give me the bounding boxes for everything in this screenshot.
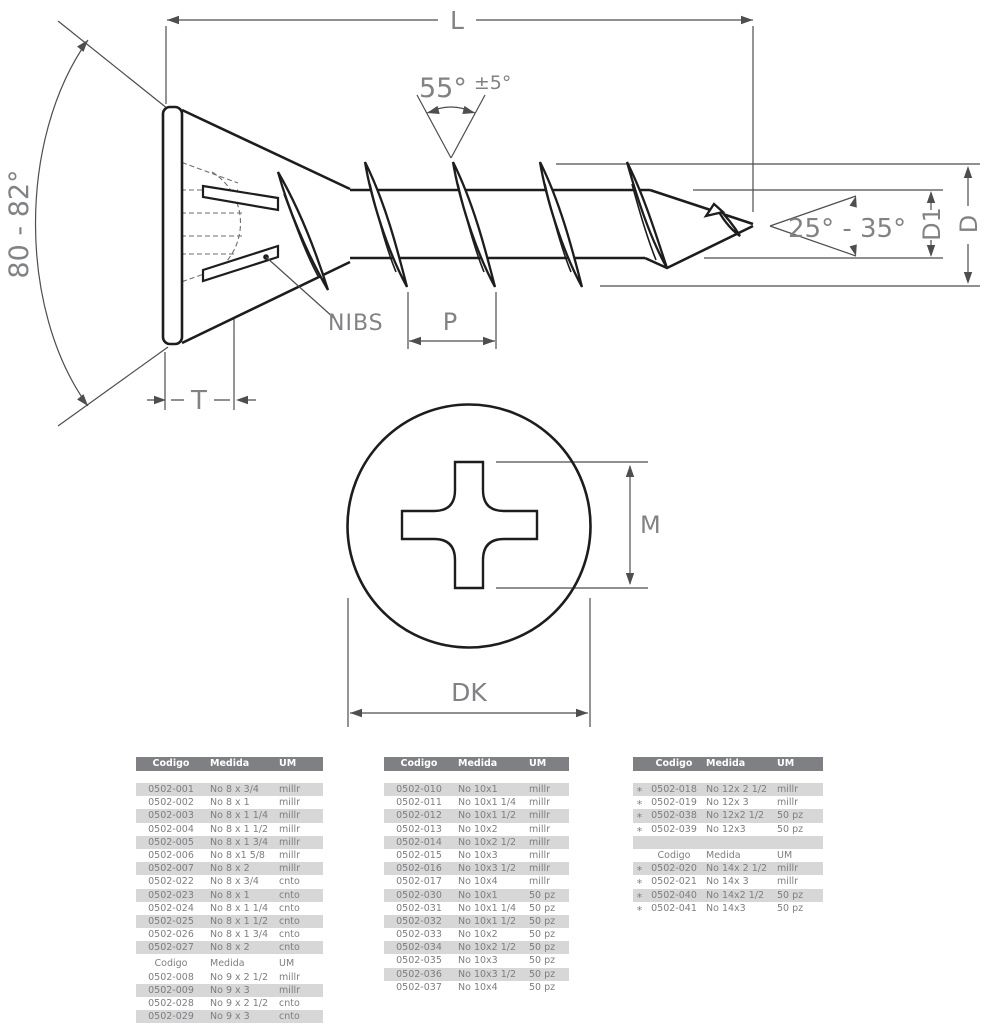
cell-um: 50 pz: [529, 929, 556, 941]
table-row: [384, 981, 569, 994]
cell-um: millr: [529, 876, 551, 888]
head-angle-arc: [36, 40, 89, 406]
cell-medida: No 14x 2 1/2: [706, 863, 768, 875]
cell-um: millr: [279, 784, 301, 795]
cell-medida: No 10x3 1/2: [458, 968, 517, 980]
cell-um: millr: [777, 863, 799, 875]
cell-um: cnto: [279, 1011, 300, 1023]
table-subheader-row: [633, 849, 823, 862]
label-head-angle: 80 - 82°: [4, 169, 35, 279]
table-row: [136, 971, 323, 984]
cell-codigo: 0502-022: [148, 876, 194, 888]
table-header-row: [384, 757, 569, 771]
cell-codigo: 0502-016: [396, 863, 442, 875]
cell-codigo: 0502-013: [396, 823, 442, 835]
cell-medida: No 9 x 2 1/2: [210, 971, 268, 983]
cell-medida: No 14x2 1/2: [706, 889, 765, 901]
cell-codigo: 0502-026: [148, 929, 194, 941]
spec-table-no8-no9: [136, 757, 323, 1023]
arrow-dk-right: [576, 709, 588, 717]
cell-um: 50 pz: [529, 915, 556, 927]
cell-medida: No 8 x 1 3/4: [210, 836, 268, 848]
cell-codigo: 0502-012: [396, 810, 442, 822]
cell-codigo: 0502-029: [148, 1011, 194, 1023]
table-row: [136, 796, 323, 809]
cell-um: 50 pz: [529, 968, 556, 980]
table-row: [136, 783, 323, 796]
label-point-angle: 25° - 35°: [788, 214, 907, 244]
cell-medida: No 12x2 1/2: [706, 810, 765, 822]
cell-medida: No 10x1 1/4: [458, 902, 517, 914]
cell-medida: No 12x 3: [706, 797, 749, 809]
tip-taper-top: [650, 190, 753, 224]
cell-medida: No 9 x 2 1/2: [210, 998, 268, 1009]
cell-um: millr: [279, 971, 301, 983]
cell-codigo: 0502-041: [651, 902, 697, 914]
label-minor-diameter: D1: [918, 207, 946, 241]
cell-medida: No 8 x 1 3/4: [210, 929, 268, 941]
star-icon: *: [636, 890, 643, 904]
cell-codigo: 0502-037: [396, 981, 442, 993]
table-row: [136, 941, 323, 954]
header-cell-codigo: Codigo: [154, 958, 188, 970]
table-row: [136, 902, 323, 915]
table-row: [384, 941, 569, 954]
header-cell-medida: Medida: [210, 758, 250, 769]
table-row: [384, 875, 569, 888]
cell-um: millr: [529, 836, 551, 848]
table-row: [136, 997, 323, 1010]
cell-codigo: 0502-033: [396, 929, 442, 941]
cell-medida: No 10x2: [458, 823, 498, 835]
star-icon: *: [636, 811, 643, 825]
arrow-d-bottom: [964, 272, 972, 284]
cell-codigo: 0502-036: [396, 968, 442, 980]
arrow-dk-left: [350, 709, 362, 717]
table-row: [136, 915, 323, 928]
cell-medida: No 10x3: [458, 955, 498, 967]
cell-medida: No 8 x1 5/8: [210, 849, 265, 861]
arrow-d1-bottom: [927, 245, 935, 257]
table-row: [633, 809, 823, 825]
cell-um: millr: [279, 984, 301, 996]
cell-codigo: 0502-009: [148, 984, 194, 996]
header-cell-um: UM: [777, 849, 793, 861]
arrow-t-right: [236, 396, 248, 404]
cell-codigo: 0502-001: [148, 784, 194, 795]
cell-codigo: 0502-006: [148, 849, 194, 861]
star-icon: *: [636, 877, 643, 891]
header-cell-codigo: Codigo: [400, 758, 438, 769]
cell-codigo: 0502-011: [396, 797, 442, 809]
cell-medida: No 12x 2 1/2: [706, 784, 768, 795]
cell-um: cnto: [279, 915, 300, 927]
table-row: [384, 809, 569, 822]
cell-um: millr: [777, 797, 799, 809]
header-cell-medida: Medida: [458, 758, 498, 769]
cell-codigo: 0502-014: [396, 836, 442, 848]
cell-um: 50 pz: [777, 810, 804, 822]
label-pitch: P: [442, 308, 458, 336]
header-cell-codigo: Codigo: [655, 758, 693, 769]
cell-codigo: 0502-024: [148, 902, 194, 914]
header-spacer-row: [136, 771, 323, 783]
cell-medida: No 10x1 1/2: [458, 810, 517, 822]
table-row: [384, 889, 569, 902]
table-subheader-row: [136, 957, 323, 970]
cell-codigo: 0502-017: [396, 876, 442, 888]
cell-medida: No 8 x 1 1/4: [210, 810, 268, 822]
cell-codigo: 0502-002: [148, 797, 194, 809]
cell-medida: No 10x4: [458, 981, 498, 993]
cell-um: millr: [279, 810, 301, 822]
cell-um: millr: [529, 863, 551, 875]
cell-um: millr: [529, 797, 551, 809]
table-row: [384, 849, 569, 862]
cell-medida: No 10x2 1/2: [458, 836, 517, 848]
table-row: [384, 783, 569, 796]
star-icon: *: [636, 903, 643, 917]
label-nibs: NIBS: [328, 311, 384, 336]
cell-um: millr: [777, 876, 799, 888]
cell-medida: No 9 x 3: [210, 1011, 250, 1023]
label-recess-size: M: [640, 511, 661, 539]
cell-codigo: 0502-019: [651, 797, 697, 809]
cell-medida: No 14x 3: [706, 876, 749, 888]
table-row: [136, 809, 323, 822]
cell-codigo: 0502-039: [651, 823, 697, 835]
cell-medida: No 8 x 1: [210, 889, 250, 901]
head-cone-fill: [182, 110, 350, 343]
cell-um: 50 pz: [529, 981, 556, 993]
arrow-d1-top: [927, 191, 935, 203]
table-row: [136, 875, 323, 888]
phillips-recess: [402, 462, 537, 588]
arrow-head-angle-top: [77, 37, 91, 52]
arrow-d-top: [964, 166, 972, 178]
cell-medida: No 10x3: [458, 849, 498, 861]
cell-codigo: 0502-040: [651, 889, 697, 901]
table-row: [633, 889, 823, 902]
thread-angle-tolerance: ±5°: [473, 72, 512, 94]
header-cell-medida: Medida: [706, 758, 746, 769]
cell-medida: No 8 x 2: [210, 863, 250, 875]
label-head-height: T: [191, 386, 207, 416]
cell-medida: No 8 x 1 1/4: [210, 902, 268, 914]
table-row: [384, 836, 569, 849]
cell-codigo: 0502-027: [148, 942, 194, 954]
cell-medida: No 14x3: [706, 902, 746, 914]
cell-codigo: 0502-003: [148, 810, 194, 822]
cell-codigo: 0502-030: [396, 889, 442, 901]
cell-medida: No 10x1 1/4: [458, 797, 517, 809]
header-spacer-row: [633, 771, 823, 783]
cell-codigo: 0502-018: [651, 784, 697, 795]
cell-codigo: 0502-010: [396, 784, 442, 795]
cell-um: millr: [529, 823, 551, 835]
cell-um: 50 pz: [777, 902, 804, 914]
cell-medida: No 10x1 1/2: [458, 915, 517, 927]
cell-um: cnto: [279, 876, 300, 888]
star-icon: *: [636, 798, 643, 812]
arrow-p-left: [409, 337, 421, 345]
table-row: [384, 796, 569, 809]
table-row: [136, 823, 323, 836]
arrow-l-left: [167, 16, 179, 24]
cell-codigo: 0502-007: [148, 863, 194, 875]
table-row: [633, 783, 823, 796]
header-cell-codigo: Codigo: [152, 758, 190, 769]
header-cell-codigo: Codigo: [657, 849, 691, 861]
header-cell-um: UM: [279, 758, 297, 769]
table-row: [136, 928, 323, 941]
cell-medida: No 8 x 1 1/2: [210, 823, 268, 835]
cell-um: 50 pz: [529, 942, 556, 954]
cell-codigo: 0502-004: [148, 823, 194, 835]
star-icon: *: [636, 785, 643, 798]
cell-um: 50 pz: [777, 823, 804, 835]
cell-medida: No 8 x 2: [210, 942, 250, 954]
table-row: [384, 928, 569, 941]
table-row: [136, 836, 323, 849]
blank-row: [633, 836, 823, 849]
label-length: L: [450, 6, 464, 35]
head-front-view: [348, 405, 591, 648]
arrow-p-right: [483, 337, 495, 345]
label-major-diameter: D: [955, 214, 983, 234]
thread-angle-lines: [417, 95, 485, 158]
cell-um: millr: [279, 797, 301, 809]
cell-medida: No 9 x 3: [210, 984, 250, 996]
arrow-t-left: [154, 396, 166, 404]
cell-medida: No 12x3: [706, 823, 746, 835]
spec-table-no10: [384, 757, 569, 994]
table-row: [136, 849, 323, 862]
star-icon: *: [636, 824, 643, 838]
cell-medida: No 8 x 3/4: [210, 784, 259, 795]
label-head-diameter: DK: [451, 678, 487, 707]
dimension-labels: [4, 6, 983, 707]
label-thread-angle: [419, 72, 511, 104]
arrow-m-top: [626, 465, 634, 477]
table-row: [633, 823, 823, 836]
cell-medida: No 10x3 1/2: [458, 863, 517, 875]
table-row: [633, 796, 823, 812]
cell-um: millr: [529, 784, 551, 795]
cell-codigo: 0502-021: [651, 876, 697, 888]
cell-codigo: 0502-032: [396, 915, 442, 927]
cell-medida: No 10x4: [458, 876, 498, 888]
table-header-row: [136, 757, 323, 771]
cell-medida: No 10x1: [458, 784, 498, 795]
cell-um: millr: [529, 849, 551, 861]
cell-um: cnto: [279, 902, 300, 914]
cell-medida: No 10x1: [458, 889, 498, 901]
cell-codigo: 0502-005: [148, 836, 194, 848]
cell-um: millr: [279, 823, 301, 835]
cell-codigo: 0502-023: [148, 889, 194, 901]
head-angle-ref-top: [58, 21, 168, 109]
screw-side-view: [163, 107, 753, 344]
header-cell-medida: Medida: [210, 958, 245, 970]
thread-angle-value: 55°: [419, 73, 467, 104]
cell-medida: No 8 x 1 1/2: [210, 915, 268, 927]
table-row: [136, 862, 323, 875]
cell-um: millr: [777, 784, 799, 795]
header-spacer-row: [384, 771, 569, 783]
cell-codigo: 0502-031: [396, 902, 442, 914]
cell-um: millr: [279, 849, 301, 861]
cell-um: millr: [529, 810, 551, 822]
cell-um: millr: [279, 836, 301, 848]
table-row: [384, 902, 569, 915]
head-angle-ref-bottom: [58, 347, 168, 426]
table-row: [384, 862, 569, 875]
table-row: [384, 823, 569, 836]
cell-codigo: 0502-025: [148, 915, 194, 927]
table-row: [384, 968, 569, 981]
cell-medida: No 10x2: [458, 929, 498, 941]
spec-table-no12-no14: [633, 757, 823, 915]
cell-codigo: 0502-020: [651, 863, 697, 875]
table-row: [384, 915, 569, 928]
cell-codigo: 0502-034: [396, 942, 442, 954]
arrow-m-bottom: [626, 573, 634, 585]
table-row: [384, 954, 569, 967]
head-back-face: [163, 107, 182, 344]
table-row: [136, 1010, 323, 1023]
cell-codigo: 0502-035: [396, 955, 442, 967]
arrowheads: [77, 16, 972, 717]
table-row: [136, 984, 323, 997]
header-cell-um: UM: [777, 758, 795, 769]
table-row: [633, 902, 823, 915]
cell-um: 50 pz: [529, 902, 556, 914]
cell-um: cnto: [279, 998, 300, 1009]
header-cell-um: UM: [529, 758, 547, 769]
cell-codigo: 0502-008: [148, 971, 194, 983]
star-icon: *: [636, 864, 643, 878]
table-row: [633, 875, 823, 891]
cell-um: cnto: [279, 889, 300, 901]
header-cell-medida: Medida: [706, 849, 741, 861]
table-row: [633, 862, 823, 878]
table-row: [136, 889, 323, 902]
cell-codigo: 0502-015: [396, 849, 442, 861]
cell-medida: No 8 x 3/4: [210, 876, 259, 888]
arrow-l-right: [741, 16, 753, 24]
cell-um: 50 pz: [529, 889, 556, 901]
cell-codigo: 0502-038: [651, 810, 697, 822]
cell-um: cnto: [279, 942, 300, 954]
cell-um: cnto: [279, 929, 300, 941]
table-header-row: [633, 757, 823, 771]
cell-um: 50 pz: [529, 955, 556, 967]
cell-medida: No 10x2 1/2: [458, 942, 517, 954]
cell-um: millr: [279, 863, 301, 875]
cell-medida: No 8 x 1: [210, 797, 250, 809]
header-cell-um: UM: [279, 958, 295, 970]
cell-codigo: 0502-028: [148, 998, 194, 1009]
cell-um: 50 pz: [777, 889, 804, 901]
